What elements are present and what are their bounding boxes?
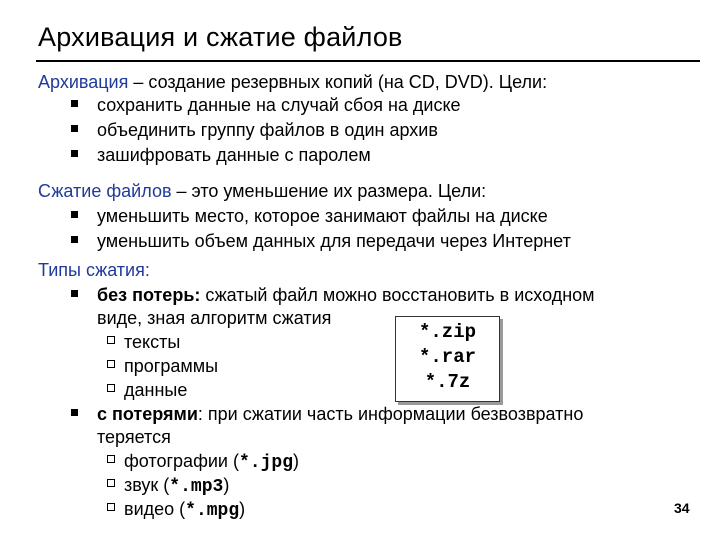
compress-definition	[38, 180, 486, 202]
sub-bullet-icon	[107, 384, 115, 392]
sub-bullet-icon	[107, 503, 115, 511]
bullet-icon	[71, 409, 78, 416]
lossy-item-close: )	[293, 451, 299, 471]
lossless-item: программы	[124, 356, 219, 376]
types-heading: Типы сжатия:	[38, 260, 150, 280]
archive-goal: зашифровать данные с паролем	[97, 145, 371, 165]
extension-rar: *.rar	[418, 346, 476, 368]
bullet-icon	[71, 211, 78, 218]
lossy-item	[124, 474, 229, 498]
lossless-desc-cont: виде, зная алгоритм сжатия	[97, 308, 332, 328]
page-number: 34	[674, 500, 690, 516]
lossy-term: с потерями	[97, 404, 198, 424]
lossy-item-label: видео (	[124, 499, 186, 519]
lossless-desc: сжатый файл можно восстановить в исходном	[200, 285, 595, 305]
lossy-item	[124, 498, 245, 522]
sub-bullet-icon	[107, 360, 115, 368]
lossy-item-ext: *.jpg	[238, 453, 293, 473]
archive-definition	[38, 71, 547, 93]
bullet-icon	[71, 150, 78, 157]
lossy-line	[97, 403, 583, 425]
lossy-item-ext: *.mp3	[169, 477, 224, 497]
sub-bullet-icon	[107, 455, 115, 463]
lossless-term: без потерь:	[97, 285, 201, 305]
archive-goal: объединить группу файлов в один архив	[97, 120, 438, 140]
bullet-icon	[71, 100, 78, 107]
archive-term: Архивация	[38, 72, 129, 92]
extension-zip: *.zip	[418, 321, 476, 343]
lossless-line	[97, 284, 595, 306]
lossless-item: данные	[124, 380, 188, 400]
extension-7z: *.7z	[424, 371, 471, 393]
bullet-icon	[71, 125, 78, 132]
extensions-box	[395, 316, 500, 402]
lossy-item-close: )	[239, 499, 246, 519]
lossy-item-ext: *.mpg	[185, 501, 240, 521]
bullet-icon	[71, 290, 78, 297]
sub-bullet-icon	[107, 479, 115, 487]
compress-term: Сжатие файлов	[38, 181, 172, 201]
lossy-item-label: звук (	[124, 475, 170, 495]
lossy-item	[124, 450, 299, 474]
lossy-item-label: фотографии (	[124, 451, 239, 471]
lossy-desc: : при сжатии часть информации безвозвратно	[197, 404, 584, 424]
archive-goal: сохранить данные на случай сбоя на диске	[97, 95, 461, 115]
archive-def: – создание резервных копий (на CD, DVD). Цели:	[128, 72, 548, 92]
slide-title: Архивация и сжатие файлов	[38, 22, 403, 52]
compress-goal: уменьшить объем данных для передачи через Интернет	[97, 231, 571, 251]
lossless-item: тексты	[124, 332, 181, 352]
lossy-item-close: )	[223, 475, 230, 495]
compress-def: – это уменьшение их размера. Цели:	[171, 181, 487, 201]
compress-goal: уменьшить место, которое занимают файлы на диске	[97, 206, 548, 226]
lossy-desc-cont: теряется	[97, 427, 171, 447]
title-divider	[36, 60, 700, 62]
bullet-icon	[71, 236, 78, 243]
sub-bullet-icon	[107, 336, 115, 344]
